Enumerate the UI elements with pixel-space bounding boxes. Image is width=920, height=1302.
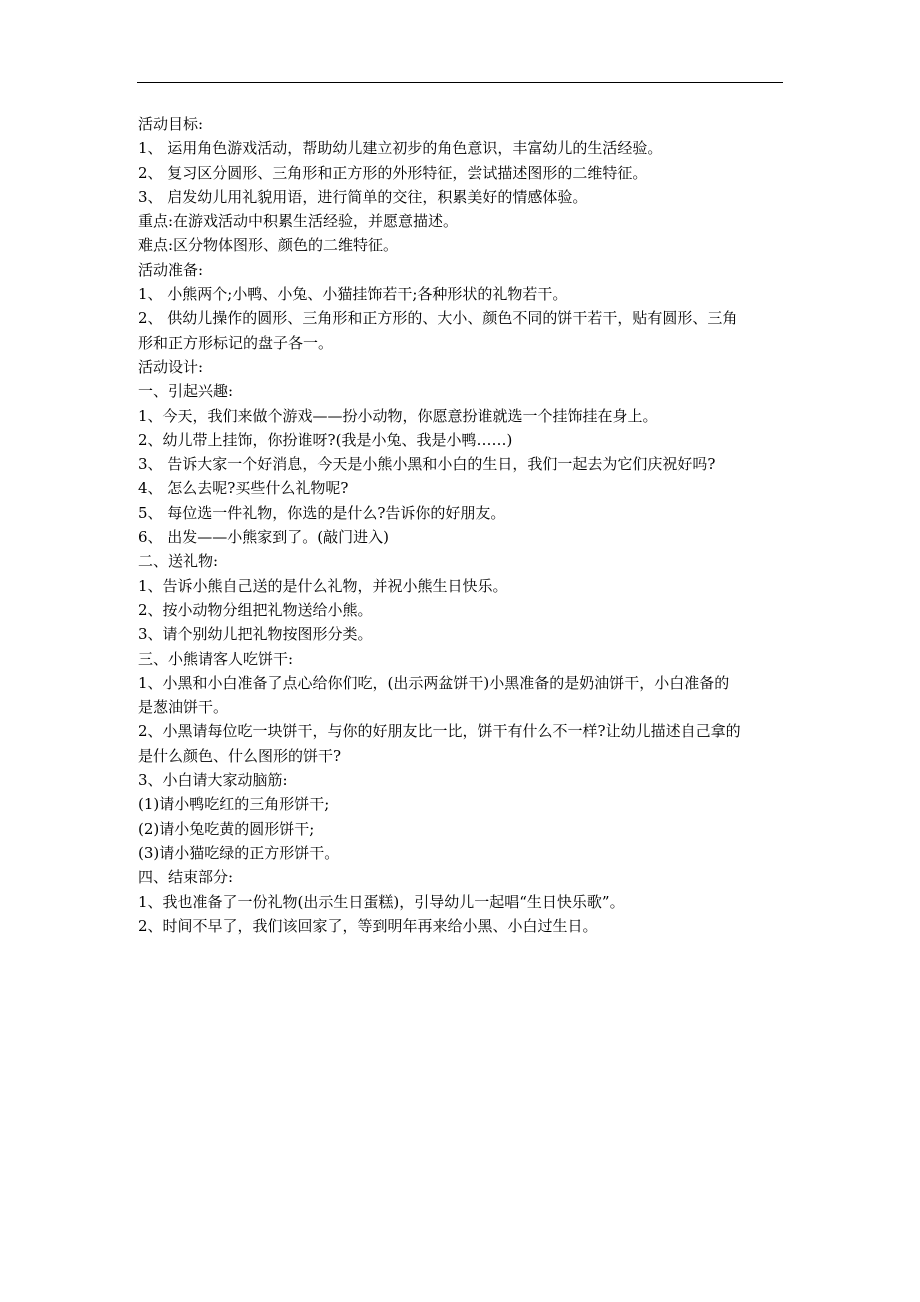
section-heading-preparation: 活动准备: — [138, 260, 204, 279]
list-item: 5、 每位选一件礼物，你选的是什么?告诉你的好朋友。 — [138, 503, 506, 522]
list-item: 3、请个别幼儿把礼物按图形分类。 — [138, 625, 373, 644]
list-item: 1、告诉小熊自己送的是什么礼物，并祝小熊生日快乐。 — [138, 576, 508, 595]
part-heading-4: 四、结束部分: — [138, 868, 234, 887]
sub-list-item: (2)请小兔吃黄的圆形饼干; — [138, 819, 315, 838]
list-item: 2、幼儿带上挂饰，你扮谁呀?(我是小兔、我是小鸭……) — [138, 430, 513, 449]
objective-item-2: 2、 复习区分圆形、三角形和正方形的外形特征，尝试描述图形的二维特征。 — [138, 163, 648, 182]
objective-item-1: 1、 运用角色游戏活动，帮助幼儿建立初步的角色意识，丰富幼儿的生活经验。 — [138, 139, 663, 158]
section-heading-objectives: 活动目标: — [138, 115, 204, 133]
list-item: 3、 告诉大家一个好消息，今天是小熊小黑和小白的生日，我们一起去为它们庆祝好吗? — [138, 455, 716, 474]
preparation-item-2: 2、 供幼儿操作的圆形、三角形和正方形的、大小、颜色不同的饼干若干，贴有圆形、三角 — [138, 309, 738, 328]
difficult-point: 难点:区分物体图形、颜色的二维特征。 — [138, 236, 399, 255]
header-rule — [137, 82, 783, 83]
list-item: 2、小黑请每位吃一块饼干，与你的好朋友比一比，饼干有什么不一样?让幼儿描述自己拿的 — [138, 722, 741, 741]
list-item: 4、 怎么去呢?买些什么礼物呢? — [138, 479, 349, 498]
list-item: 1、小黑和小白准备了点心给你们吃，(出示两盆饼干)小黑准备的是奶油饼干，小白准备的 — [138, 673, 730, 692]
sub-list-item: (1)请小鸭吃红的三角形饼干; — [138, 795, 330, 814]
list-item: 2、按小动物分组把礼物送给小熊。 — [138, 600, 373, 619]
part-heading-3: 三、小熊请客人吃饼干: — [138, 649, 294, 668]
sub-list-item: (3)请小猫吃绿的正方形饼干。 — [138, 843, 340, 862]
list-item-cont: 是葱油饼干。 — [138, 698, 229, 717]
list-item: 3、小白请大家动脑筋: — [138, 771, 288, 790]
list-item: 1、我也准备了一份礼物(出示生日蛋糕)，引导幼儿一起唱“生日快乐歌”。 — [138, 892, 625, 911]
list-item: 2、时间不早了，我们该回家了，等到明年再来给小黑、小白过生日。 — [138, 916, 598, 935]
document-body — [138, 112, 786, 938]
preparation-item-1: 1、 小熊两个;小鸭、小兔、小猫挂饰若干;各种形状的礼物若干。 — [138, 285, 568, 304]
part-heading-1: 一、引起兴趣: — [138, 382, 234, 401]
objective-item-3: 3、 启发幼儿用礼貌用语，进行简单的交往，积累美好的情感体验。 — [138, 187, 588, 206]
part-heading-2: 二、送礼物: — [138, 552, 219, 571]
list-item: 6、 出发——小熊家到了。(敲门进入) — [138, 528, 390, 547]
section-heading-design: 活动设计: — [138, 357, 204, 376]
key-point: 重点:在游戏活动中积累生活经验，并愿意描述。 — [138, 212, 459, 231]
list-item-cont: 是什么颜色、什么图形的饼干? — [138, 746, 342, 765]
preparation-item-2-cont: 形和正方形标记的盘子各一。 — [138, 333, 334, 352]
list-item: 1、今天，我们来做个游戏——扮小动物，你愿意扮谁就选一个挂饰挂在身上。 — [138, 406, 658, 425]
